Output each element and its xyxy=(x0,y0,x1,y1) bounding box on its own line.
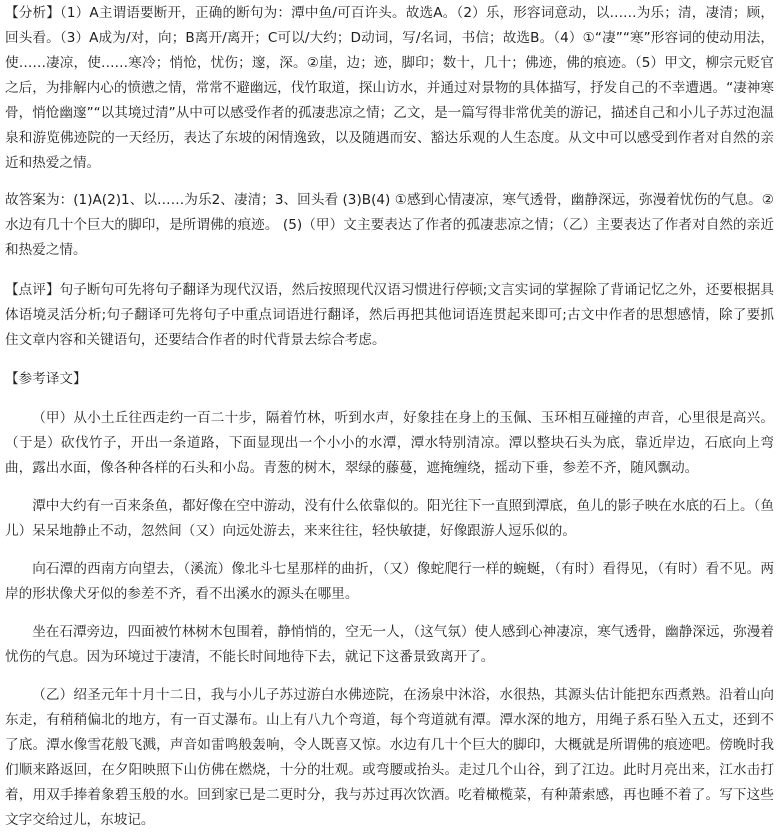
translation-paragraph-jia-4: 坐在石潭旁边，四面被竹林树木包围着，静悄悄的，空无一人，（这气氛）使人感到心神凄凉，寒气透骨，幽静深远，弥漫着忧伤的气息。因为环境过于凄清，不能长时间地待下去，就记下这番景致离开了。 xyxy=(5,624,774,665)
translation-paragraph-jia-2: 潭中大约有一百来条鱼，都好像在空中游动，没有什么依靠似的。阳光往下一直照到潭底，鱼儿的影子映在水底的石上。（鱼儿）呆呆地静止不动，忽然间（又）向远处游去，来来往往，轻快敏捷，好像跟游人逗乐似的。 xyxy=(5,498,774,539)
comment-paragraph: 【点评】句子断句可先将句子翻译为现代汉语，然后按照现代汉语习惯进行停顿;文言实词的掌握除了背诵记忆之外，还要根据具体语境灵活分析;句子翻译可先将句子中重点词语进行翻译，然后再把其他词语连贯起来即可;古文中作者的思想感情，除了要抓住文章内容和关键语句，还要结合作者的时代背景去综合考虑。 xyxy=(5,282,774,348)
translation-paragraph-yi: （乙）绍圣元年十月十二日，我与小儿子苏过游白水佛迹院，在汤泉中沐浴，水很热，其源头估计能把东西煮熟。沿着山向东走，有稍稍偏北的地方，有一百丈瀑布。山上有八九个弯道，每个弯道就有潭。潭水深的地方，用绳子系石坠入五丈，还到不了底。潭水像雪花般飞溅，声音如雷鸣般轰响，令人既喜又惊。水边有几十个巨大的脚印，大概就是所谓佛的痕迹吧。傍晚时我们顺来路返回，在夕阳映照下山仿佛在燃烧，十分的壮观。或弯腰或抬头。走过几个山谷，到了江边。此时月亮出来，江水击打着，用双手捧着象碧玉般的水。回到家已是二更时分，我与苏过再次饮酒。吃着橄榄菜，有种萧索感，再也睡不着了。写下这些文字交给过儿，东坡记。 xyxy=(5,687,774,828)
translation-title: 【参考译文】 xyxy=(5,371,87,387)
answer-paragraph: 故答案为：(1)A(2)1、以……为乐2、凄清；3、回头看 (3)B(4) ①感到心情凄凉，寒气透骨，幽静深远，弥漫着忧伤的气息。②水边有几十个巨大的脚印，是所谓佛的痕迹。 (5)（甲）文主要表达了作者的孤凄悲凉之情；（乙）主要表达了作者对自然的亲近和热爱之情。 xyxy=(5,192,774,258)
analysis-paragraph: 【分析】（1）A主谓语要断开，正确的断句为：潭中鱼/可百许头。故选A。（2）乐，形容词意动，以……为乐；清，凄清；顾，回头看。（3）A成为/对，向；B离开/离开；C可以/大约；D动词，写/名词，书信；故选B。（4）①“凄”“寒”形容词的使动用法，使……凄凉，使……寒冷；悄怆，忧伤；邃，深。②崖，边；迹，脚印；数十，几十；佛迹，佛的痕迹。（5）甲文，柳宗元贬官之后，为排解内心的愤懑之情，常常不避幽远，伐竹取道，探山访水，并通过对景物的具体描写，抒发自己的不幸遭遇。“凄神寒骨，悄怆幽邃”“以其境过清”从中可以感受作者的孤凄悲凉之情；乙文，是一篇写得非常优美的游记，描述自己和小儿子苏过泡温泉和游览佛迹院的一天经历，表达了东坡的闲情逸致，以及随遇而安、豁达乐观的人生态度。从文中可以感受到作者对自然的亲近和热爱之情。 xyxy=(5,5,774,171)
translation-paragraph-jia-3: 向石潭的西南方向望去，（溪流）像北斗七星那样的曲折，（又）像蛇爬行一样的蜿蜒，（有时）看得见，（有时）看不见。两岸的形状像犬牙似的参差不齐，看不出溪水的源头在哪里。 xyxy=(5,561,774,602)
translation-paragraph-jia-1: （甲）从小土丘往西走约一百二十步，隔着竹林，听到水声，好象挂在身上的玉佩、玉环相互碰撞的声音，心里很是高兴。（于是）砍伐竹子，开出一条道路，下面显现出一个小小的水潭，潭水特别清凉。潭以整块石头为底，靠近岸边，石底向上弯曲，露出水面，像各种各样的石头和小岛。青葱的树木，翠绿的藤蔓，遮掩缠绕，摇动下垂，参差不齐，随风飘动。 xyxy=(5,410,774,476)
